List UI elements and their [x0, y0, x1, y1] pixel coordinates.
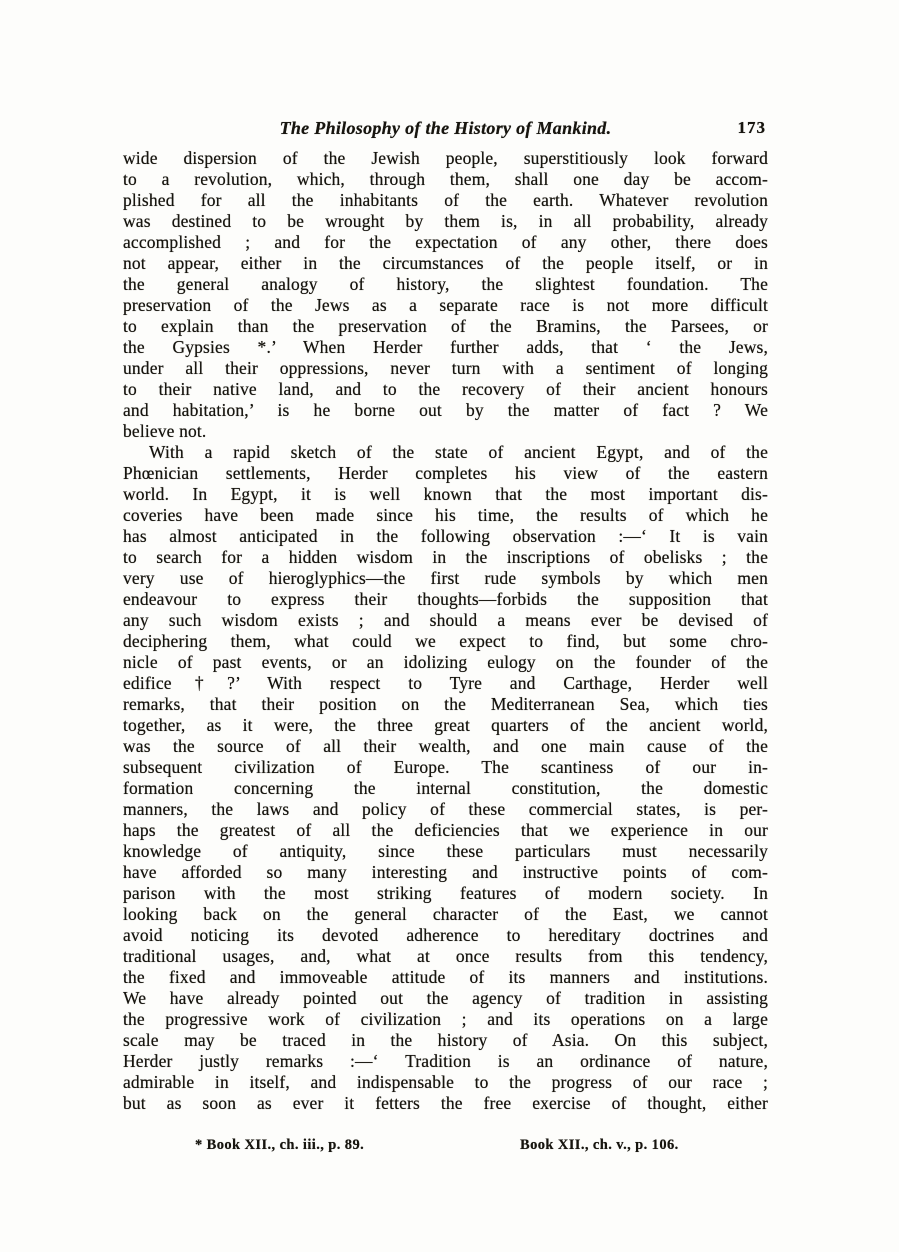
running-title: The Philosophy of the History of Mankind. [279, 118, 612, 138]
running-head [123, 117, 768, 139]
text-line: manners, the laws and policy of these commercial states, is per- [123, 799, 768, 819]
text-line: together, as it were, the three great quarters of the ancient world, [123, 715, 768, 735]
text-line: plished for all the inhabitants of the earth. Whatever revolution [123, 190, 768, 210]
text-line: endeavour to express their thoughts—forbids the supposition that [123, 589, 768, 609]
text-line: subsequent civilization of Europe. The scantiness of our in- [123, 757, 768, 777]
text-line: wide dispersion of the Jewish people, superstitiously look forward [123, 148, 768, 168]
text-line: believe not. [123, 421, 207, 441]
text-line: scale may be traced in the history of Asia. On this subject, [123, 1030, 768, 1050]
page-number: 173 [737, 118, 766, 137]
text-line: the Gypsies *.’ When Herder further adds, that ‘ the Jews, [123, 337, 768, 357]
text-line: formation concerning the internal constitution, the domestic [123, 778, 768, 798]
text-line: but as soon as ever it fetters the free exercise of thought, either [123, 1093, 768, 1113]
footnote-dagger: Book XII., ch. v., p. 106. [520, 1137, 679, 1153]
text-line: With a rapid sketch of the state of ancient Egypt, and of the [149, 442, 768, 462]
text-line: nicle of past events, or an idolizing eulogy on the founder of the [123, 652, 768, 672]
text-line: traditional usages, and, what at once results from this tendency, [123, 946, 768, 966]
text-line: the general analogy of history, the slightest foundation. The [123, 274, 768, 294]
text-line: have afforded so many interesting and instructive points of com- [123, 862, 768, 882]
text-line: looking back on the general character of the East, we cannot [123, 904, 768, 924]
text-line: avoid noticing its devoted adherence to hereditary doctrines and [123, 925, 768, 945]
footnotes [123, 1137, 768, 1157]
text-line: preservation of the Jews as a separate race is not more difficult [123, 295, 768, 315]
text-line: was destined to be wrought by them is, in all probability, already [123, 211, 768, 231]
text-line: parison with the most striking features of modern society. In [123, 883, 768, 903]
text-line: to explain than the preservation of the Bramins, the Parsees, or [123, 316, 768, 336]
text-line: to a revolution, which, through them, shall one day be accom- [123, 169, 768, 189]
text-line: We have already pointed out the agency of tradition in assisting [123, 988, 768, 1008]
text-line: accomplished ; and for the expectation of any other, there does [123, 232, 768, 252]
text-line: under all their oppressions, never turn with a sentiment of longing [123, 358, 768, 378]
text-line: admirable in itself, and indispensable to the progress of our race ; [123, 1072, 768, 1092]
text-line: Herder justly remarks :—‘ Tradition is an ordinance of nature, [123, 1051, 768, 1071]
text-line: to search for a hidden wisdom in the inscriptions of obelisks ; the [123, 547, 768, 567]
text-line: edifice†?’ With respect to Tyre and Carthage, Herder well [123, 673, 768, 693]
text-line: has almost anticipated in the following observation :—‘ It is vain [123, 526, 768, 546]
text-line: any such wisdom exists ; and should a means ever be devised of [123, 610, 768, 630]
text-line: deciphering them, what could we expect to find, but some chro- [123, 631, 768, 651]
text-line: haps the greatest of all the deficiencies that we experience in our [123, 820, 768, 840]
text-line: to their native land, and to the recovery of their ancient honours [123, 379, 768, 399]
text-line: and habitation,’ is he borne out by the matter of fact ? We [123, 400, 768, 420]
text-line: coveries have been made since his time, the results of which he [123, 505, 768, 525]
text-line: world. In Egypt, it is well known that the most important dis- [123, 484, 768, 504]
text-line: was the source of all their wealth, and one main cause of the [123, 736, 768, 756]
text-line: the progressive work of civilization ; and its operations on a large [123, 1009, 768, 1029]
text-line: the fixed and immoveable attitude of its manners and institutions. [123, 967, 768, 987]
text-line: knowledge of antiquity, since these particulars must necessarily [123, 841, 768, 861]
text-line: Phœnician settlements, Herder completes his view of the eastern [123, 463, 768, 483]
text-line: very use of hieroglyphics—the first rude symbols by which men [123, 568, 768, 588]
footnote-asterisk: * Book XII., ch. iii., p. 89. [195, 1137, 365, 1153]
text-line: remarks, that their position on the Mediterranean Sea, which ties [123, 694, 768, 714]
text-line: not appear, either in the circumstances of the people itself, or in [123, 253, 768, 273]
body-text [123, 148, 768, 1114]
